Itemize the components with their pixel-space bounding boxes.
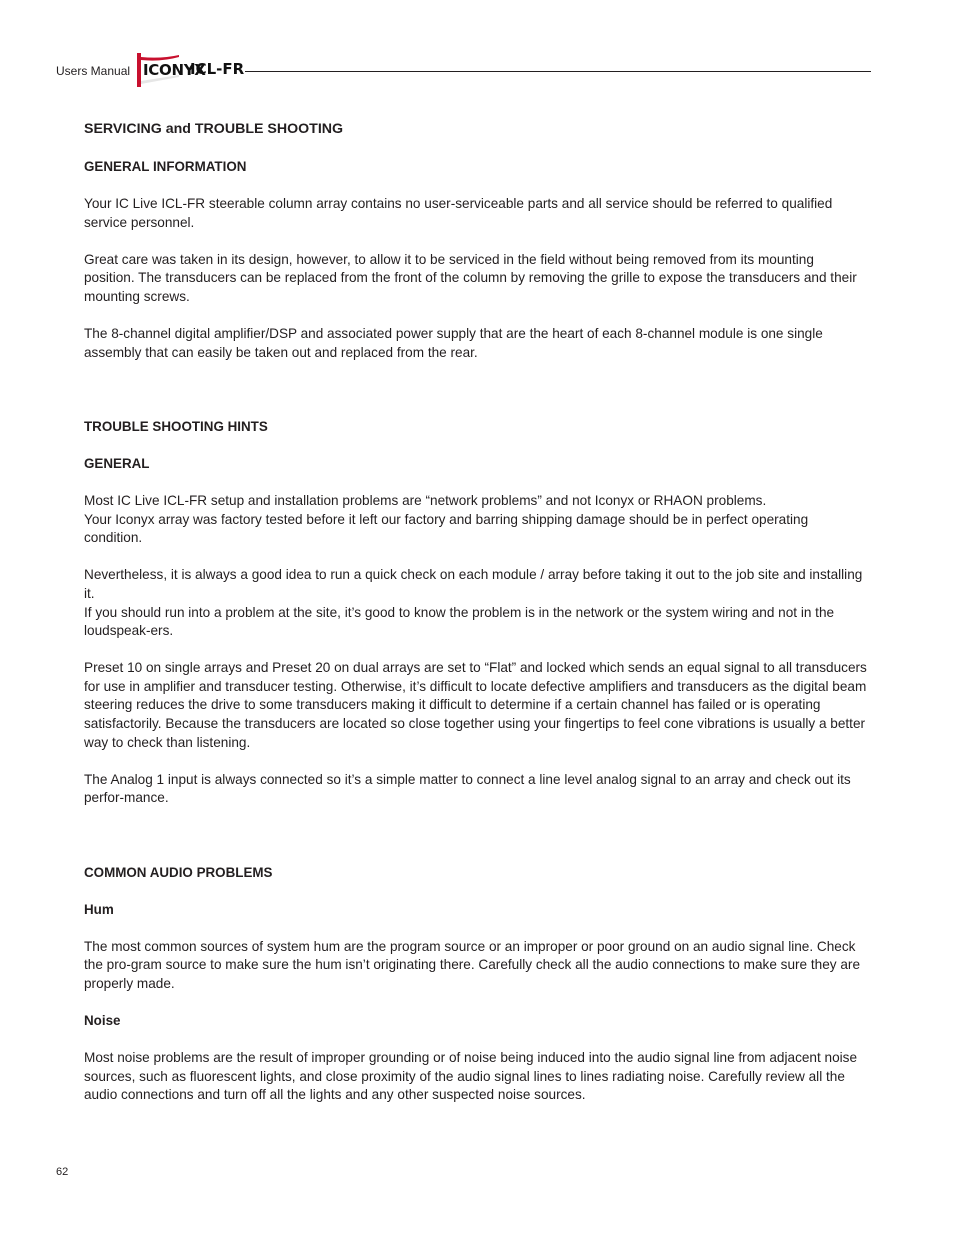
spacer <box>84 827 868 864</box>
paragraph: Preset 10 on single arrays and Preset 20 on dual arrays are set to “Flat” and locked which sends an equal signal to all transducers for use in amplifier and transducer testing. Otherwise, it’s difficult to locate defective amplifiers and transducers as the digital beam steering reduces the drive to some transducers making it difficult to determine if a certain channel has failed or is operating satisfactorily. Because the transducers are located so close together using your fingertips to feel cone vibrations is usually a better way to check than listening. <box>84 660 867 750</box>
paragraph: Most noise problems are the result of improper grounding or of noise being induced into the audio signal line from adjacent noise sources, such as fluorescent lights, and close proximity of the audio signal lines to lines radiating noise. Carefully review all the audio connections and turn off all the lights and any other suspected noise sources. <box>84 1050 858 1103</box>
paragraph: Great care was taken in its design, however, to allow it to be serviced in the field without being removed from its mounting position. The transducers can be replaced from the front of the column by removing the grille to expose the transducers and their mounting screws. <box>84 251 857 304</box>
spacer <box>84 381 868 418</box>
paragraph: The most common sources of system hum are the program source or an improper or poor ground on an audio signal line. Check the pro-gram source to make sure the hum isn’t originating there. Carefully check all the audio connections to make sure they are properly made. <box>84 938 860 991</box>
page-content <box>84 119 868 1123</box>
common-audio-problems-heading: COMMON AUDIO PROBLEMS <box>84 864 273 880</box>
section-title: SERVICING and TROUBLE SHOOTING <box>84 121 344 137</box>
hum-heading: Hum <box>84 901 114 917</box>
header-rule <box>245 71 871 72</box>
page-header <box>0 0 954 100</box>
paragraph-line: Nevertheless, it is always a good idea to run a quick check on each module / array before taking it out to the job site and installing it. <box>84 567 863 601</box>
trouble-shooting-heading: TROUBLE SHOOTING HINTS <box>84 418 268 434</box>
product-name: ICL-FR <box>190 60 245 78</box>
paragraph <box>84 566 868 640</box>
page-number: 62 <box>56 1166 69 1178</box>
paragraph: Your IC Live ICL-FR steerable column array contains no user-serviceable parts and all service should be referred to qualified service personnel. <box>84 196 833 230</box>
noise-heading: Noise <box>84 1013 121 1028</box>
general-information-heading: GENERAL INFORMATION <box>84 159 247 174</box>
paragraph <box>84 492 868 548</box>
paragraph-line: If you should run into a problem at the site, it’s good to know the problem is in the network or the system wiring and not in the loudspeak-ers. <box>84 604 835 639</box>
brand-logo: ICONYX <box>143 61 206 79</box>
paragraph-line: Your Iconyx array was factory tested before it left our factory and barring shipping damage should be in perfect operating condition. <box>84 511 809 546</box>
paragraph: The 8-channel digital amplifier/DSP and associated power supply that are the heart of each 8-channel module is one single assembly that can easily be taken out and replaced from the rear. <box>84 326 823 360</box>
manual-label: Users Manual <box>56 64 131 78</box>
general-subheading: GENERAL <box>84 455 150 471</box>
paragraph-line: Most IC Live ICL-FR setup and installation problems are “network problems” and not Iconyx or RHAON problems. <box>84 492 767 508</box>
paragraph: The Analog 1 input is always connected so it’s a simple matter to connect a line level analog signal to an array and check out its perfor-mance. <box>84 771 851 806</box>
